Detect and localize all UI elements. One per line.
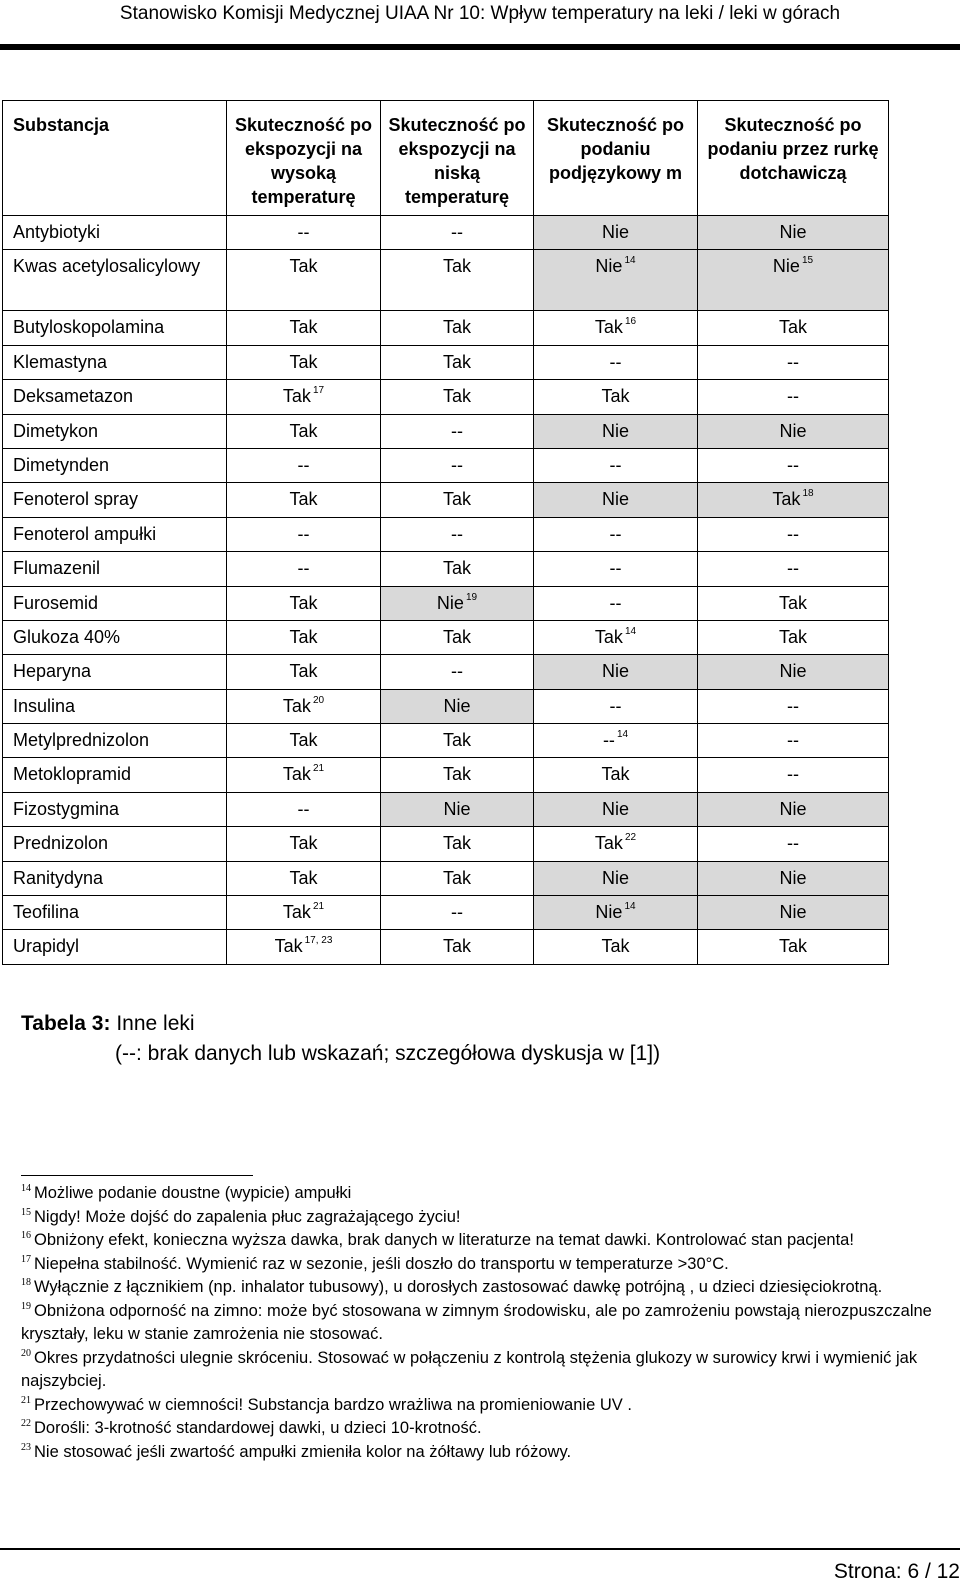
cell-value: -- (297, 558, 310, 579)
footnote-item (21, 1229, 941, 1253)
cell-value: -- (609, 592, 622, 613)
table-cell (698, 758, 889, 792)
cell-value: Tak (282, 386, 311, 407)
cell-value: Tak (442, 764, 471, 785)
table-cell (227, 655, 381, 689)
table-cell (534, 552, 698, 586)
table-cell (534, 861, 698, 895)
table-cell (227, 620, 381, 654)
table-row (3, 792, 889, 826)
table-row (3, 483, 889, 517)
table-cell (534, 517, 698, 551)
caption-title: Inne leki (116, 1012, 195, 1035)
table-cell (227, 896, 381, 930)
table-body (3, 216, 889, 965)
footnote-ref: 16 (624, 316, 637, 328)
cell-value: Nie (779, 902, 807, 923)
cell-value: Tak (778, 592, 807, 613)
cell-value: Nie (595, 902, 623, 923)
table-cell (381, 896, 534, 930)
footnote-ref: 21 (312, 763, 325, 775)
cell-value: Nie (779, 420, 807, 441)
medication-table-container (2, 100, 889, 965)
substance-name-cell: Furosemid (3, 586, 227, 620)
table-cell (381, 827, 534, 861)
table-cell (534, 345, 698, 379)
table-row (3, 861, 889, 895)
footnote-item (21, 1182, 941, 1206)
table-row (3, 517, 889, 551)
cell-value: Nie (779, 661, 807, 682)
table-cell (698, 216, 889, 250)
table-cell (534, 483, 698, 517)
table-cell (381, 689, 534, 723)
table-cell (227, 758, 381, 792)
table-cell (381, 930, 534, 964)
table-row (3, 930, 889, 964)
table-cell (381, 448, 534, 482)
cell-value: Nie (443, 798, 471, 819)
cell-value: Tak (289, 833, 318, 854)
cell-value: -- (609, 558, 622, 579)
table-cell (698, 827, 889, 861)
substance-name-cell: Metylprednizolon (3, 724, 227, 758)
table-cell (698, 792, 889, 826)
cell-value: -- (451, 523, 463, 544)
substance-name-cell: Dimetykon (3, 414, 227, 448)
cell-value: Nie (601, 222, 629, 242)
table-cell (534, 930, 698, 964)
table-cell (381, 792, 534, 826)
footnote-text: Obniżona odporność na zimno: może być stosowana w zimnym środowisku, ale po zamrożeniu powstają nierozpuszczalne kryształy, leku w stanie zamrożenia nie stosować. (21, 1301, 932, 1343)
cell-value: Nie (443, 695, 471, 716)
table-row (3, 345, 889, 379)
table-cell (227, 517, 381, 551)
table-cell (381, 216, 534, 250)
substance-name-cell: Butyloskopolamina (3, 311, 227, 345)
table-row (3, 724, 889, 758)
table-header-row (3, 101, 889, 216)
table-cell (534, 414, 698, 448)
table-cell (381, 311, 534, 345)
cell-value: Nie (779, 222, 807, 242)
table-row (3, 689, 889, 723)
cell-value: Tak (442, 386, 471, 407)
table-cell (698, 586, 889, 620)
caption-label: Tabela 3: (21, 1012, 111, 1035)
footnote-ref: 22 (624, 832, 637, 844)
table-cell (381, 758, 534, 792)
column-header-substance: Substancja (3, 101, 227, 216)
cell-value: Tak (594, 317, 623, 338)
footnote-number: 17 (21, 1253, 31, 1265)
table-cell (698, 250, 889, 311)
table-row (3, 655, 889, 689)
table-row (3, 380, 889, 414)
table-cell (227, 724, 381, 758)
table-row (3, 620, 889, 654)
footnotes-section (21, 1182, 941, 1464)
cell-value: Tak (289, 256, 318, 277)
substance-name-cell: Teofilina (3, 896, 227, 930)
cell-value: Tak (289, 626, 318, 647)
cell-value: Tak (442, 867, 471, 888)
table-cell (698, 655, 889, 689)
cell-value: -- (451, 661, 463, 682)
footnote-text: Obniżony efekt, konieczna wyższa dawka, brak danych w literaturze na temat dawki. Kontrolować stan pacjenta! (34, 1231, 854, 1249)
cell-value: Tak (442, 351, 471, 372)
table-cell (227, 827, 381, 861)
cell-value: -- (787, 730, 799, 751)
table-cell (534, 758, 698, 792)
footnote-number: 22 (21, 1418, 31, 1429)
table-cell (381, 250, 534, 311)
cell-value: -- (451, 902, 463, 923)
table-cell (381, 345, 534, 379)
table-row (3, 448, 889, 482)
footnote-ref: 17, 23 (304, 935, 333, 947)
cell-value: -- (787, 833, 799, 854)
header-divider (0, 44, 960, 50)
table-cell (227, 552, 381, 586)
cell-value: Tak (772, 489, 801, 510)
cell-value: -- (297, 798, 310, 819)
caption-note: (--: brak danych lub wskazań; szczegółowa dyskusja w [1]) (115, 1042, 661, 1065)
footnote-item (21, 1394, 941, 1418)
footnote-text: Niepełna stabilność. Wymienić raz w sezonie, jeśli doszło do transportu w temperaturze >30°C. (34, 1254, 729, 1273)
table-cell (534, 620, 698, 654)
table-caption (21, 1009, 660, 1069)
cell-value: -- (297, 222, 310, 242)
footnote-ref: 18 (802, 488, 814, 500)
cell-value: Tak (442, 730, 471, 751)
cell-value: Tak (282, 695, 311, 716)
cell-value: Nie (601, 798, 629, 819)
footnote-item (21, 1441, 941, 1465)
table-cell (698, 448, 889, 482)
table-cell (698, 483, 889, 517)
substance-name-cell: Prednizolon (3, 827, 227, 861)
cell-value: Tak (282, 902, 311, 923)
table-cell (698, 620, 889, 654)
footnote-number: 21 (21, 1394, 31, 1406)
cell-value: Tak (778, 626, 807, 647)
table-cell (534, 724, 698, 758)
table-cell (381, 414, 534, 448)
substance-name-cell: Insulina (3, 689, 227, 723)
table-cell (698, 930, 889, 964)
cell-value: -- (297, 523, 310, 544)
table-cell (698, 689, 889, 723)
table-cell (534, 689, 698, 723)
table-cell (698, 380, 889, 414)
table-cell (227, 311, 381, 345)
footnote-text: Dorośli: 3-krotność standardowej dawki, u dzieci 10-krotność. (34, 1419, 482, 1437)
cell-value: -- (609, 351, 622, 372)
footnote-divider (21, 1175, 253, 1176)
table-cell (534, 792, 698, 826)
cell-value: Nie (601, 661, 629, 682)
cell-value: Tak (289, 420, 318, 441)
footer-divider (0, 1548, 960, 1550)
column-header-sublingual: Skuteczność po podaniu podjęzykowy m (534, 101, 698, 216)
table-row (3, 250, 889, 311)
cell-value: Nie (436, 592, 464, 613)
cell-value: Tak (282, 764, 311, 785)
table-cell (227, 448, 381, 482)
table-row (3, 552, 889, 586)
table-cell (381, 861, 534, 895)
cell-value: Tak (778, 317, 807, 338)
footnote-ref: 14 (616, 729, 629, 741)
substance-name-cell: Fizostygmina (3, 792, 227, 826)
substance-name-cell: Deksametazon (3, 380, 227, 414)
cell-value: Tak (289, 351, 318, 372)
cell-value: Nie (779, 867, 807, 888)
footnote-text: Okres przydatności ulegnie skróceniu. Stosować w połączeniu z kontrolą stężenia glukozy w surowicy krwi i wymienić jak najszybciej. (21, 1348, 918, 1390)
table-cell (534, 216, 698, 250)
table-cell (227, 345, 381, 379)
cell-value: Tak (289, 592, 318, 613)
footnote-text: Przechowywać w ciemności! Substancja bardzo wrażliwa na promieniowanie UV . (34, 1395, 632, 1414)
substance-name-cell: Ranitydyna (3, 861, 227, 895)
page-number: Strona: 6 / 12 (833, 1560, 960, 1583)
footnote-ref: 15 (801, 255, 814, 267)
substance-name-cell: Urapidyl (3, 930, 227, 964)
column-header-endotracheal: Skuteczność po podaniu przez rurkę dotchawiczą (698, 101, 889, 216)
cell-value: -- (787, 764, 799, 785)
table-cell (381, 620, 534, 654)
table-cell (381, 655, 534, 689)
cell-value: -- (787, 454, 799, 475)
table-row (3, 311, 889, 345)
table-cell (227, 380, 381, 414)
footnote-item (21, 1417, 941, 1441)
footnote-number: 16 (21, 1230, 31, 1241)
footnote-ref: 14 (624, 255, 636, 267)
table-cell (534, 586, 698, 620)
cell-value: -- (297, 454, 310, 475)
cell-value: Tak (601, 936, 630, 957)
footnote-item (21, 1347, 941, 1394)
cell-value: -- (602, 730, 615, 751)
table-cell (698, 896, 889, 930)
cell-value: Tak (289, 867, 318, 888)
table-cell (534, 311, 698, 345)
table-cell (227, 483, 381, 517)
cell-value: Tak (442, 626, 471, 647)
footnote-number: 20 (21, 1347, 31, 1359)
footnote-item (21, 1276, 941, 1300)
table-cell (534, 827, 698, 861)
footnote-ref: 19 (465, 591, 478, 603)
table-cell (381, 517, 534, 551)
cell-value: -- (451, 222, 463, 242)
cell-value: Nie (779, 798, 807, 819)
footnote-ref: 14 (624, 625, 637, 637)
table-cell (227, 216, 381, 250)
table-cell (381, 380, 534, 414)
cell-value: Tak (594, 626, 623, 647)
footnote-number: 18 (21, 1277, 31, 1288)
cell-value: -- (609, 695, 622, 716)
cell-value: Tak (289, 317, 318, 338)
substance-name-cell: Glukoza 40% (3, 620, 227, 654)
table-cell (698, 861, 889, 895)
footnote-text: Wyłącznie z łącznikiem (np. inhalator tubusowy), u dorosłych zastosować dawkę potrójną , u dzieci dziesięciokrotną. (34, 1278, 883, 1296)
column-header-low-temp: Skuteczność po ekspozycji na niską temperaturę (381, 101, 534, 216)
table-row (3, 758, 889, 792)
table-row (3, 414, 889, 448)
footnote-ref: 14 (624, 901, 636, 913)
footnote-ref: 20 (312, 694, 325, 706)
cell-value: -- (787, 351, 799, 372)
cell-value: -- (451, 454, 463, 475)
cell-value: -- (451, 420, 463, 441)
column-header-high-temp: Skuteczność po ekspozycji na wysoką temperaturę (227, 101, 381, 216)
footnote-item (21, 1300, 941, 1347)
document-header-title: Stanowisko Komisji Medycznej UIAA Nr 10: Wpływ temperatury na leki / leki w górach (119, 3, 841, 24)
substance-name-cell: Heparyna (3, 655, 227, 689)
table-cell (381, 586, 534, 620)
cell-value: -- (609, 523, 622, 544)
cell-value: Tak (289, 489, 318, 510)
cell-value: Tak (601, 386, 630, 407)
cell-value: Tak (274, 936, 303, 957)
cell-value: -- (609, 454, 622, 475)
table-cell (534, 448, 698, 482)
table-row (3, 216, 889, 250)
cell-value: -- (787, 558, 799, 579)
table-cell (381, 724, 534, 758)
table-cell (698, 414, 889, 448)
table-cell (698, 552, 889, 586)
footnote-text: Możliwe podanie doustne (wypicie) ampułki (34, 1184, 352, 1202)
substance-name-cell: Fenoterol spray (3, 483, 227, 517)
table-row (3, 896, 889, 930)
cell-value: Tak (442, 256, 471, 277)
table-cell (381, 483, 534, 517)
cell-value: Nie (595, 256, 623, 277)
footnote-ref: 17 (312, 385, 325, 397)
table-row (3, 586, 889, 620)
substance-name-cell: Klemastyna (3, 345, 227, 379)
substance-name-cell: Antybiotyki (3, 216, 227, 250)
table-cell (227, 689, 381, 723)
table-cell (227, 861, 381, 895)
cell-value: Nie (601, 867, 629, 888)
table-cell (534, 380, 698, 414)
cell-value: Nie (601, 420, 629, 441)
substance-name-cell: Metoklopramid (3, 758, 227, 792)
footnote-number: 14 (21, 1183, 31, 1194)
table-cell (227, 250, 381, 311)
footnote-number: 15 (21, 1206, 31, 1218)
table-cell (381, 552, 534, 586)
cell-value: Nie (601, 489, 629, 510)
cell-value: Nie (772, 256, 800, 277)
cell-value: -- (787, 695, 799, 716)
table-cell (698, 345, 889, 379)
cell-value: Tak (289, 730, 318, 751)
table-cell (534, 250, 698, 311)
table-cell (534, 896, 698, 930)
cell-value: Tak (442, 936, 471, 957)
table-cell (698, 517, 889, 551)
substance-name-cell: Dimetynden (3, 448, 227, 482)
footnote-ref: 21 (312, 901, 325, 913)
cell-value: Tak (442, 489, 471, 510)
table-cell (534, 655, 698, 689)
cell-value: Tak (594, 833, 623, 854)
table-cell (698, 311, 889, 345)
footnote-number: 19 (21, 1300, 31, 1312)
substance-name-cell: Flumazenil (3, 552, 227, 586)
footnote-number: 23 (21, 1441, 31, 1453)
cell-value: Tak (442, 833, 471, 854)
substance-name-cell: Fenoterol ampułki (3, 517, 227, 551)
cell-value: Tak (778, 936, 807, 957)
table-cell (227, 930, 381, 964)
table-cell (227, 414, 381, 448)
table-cell (698, 724, 889, 758)
footnote-item (21, 1206, 941, 1230)
medication-table (2, 100, 889, 965)
cell-value: Tak (442, 558, 471, 579)
table-row (3, 827, 889, 861)
cell-value: -- (787, 523, 799, 544)
cell-value: Tak (289, 661, 318, 682)
cell-value: -- (787, 386, 799, 407)
footnote-text: Nigdy! Może dojść do zapalenia płuc zagrażającego życiu! (34, 1207, 461, 1226)
substance-name-cell: Kwas acetylosalicylowy (3, 250, 227, 311)
footnote-item (21, 1253, 941, 1277)
cell-value: Tak (601, 764, 630, 785)
table-cell (227, 792, 381, 826)
footnote-text: Nie stosować jeśli zwartość ampułki zmieniła kolor na żółtawy lub różowy. (34, 1442, 572, 1461)
table-cell (227, 586, 381, 620)
cell-value: Tak (442, 317, 471, 338)
